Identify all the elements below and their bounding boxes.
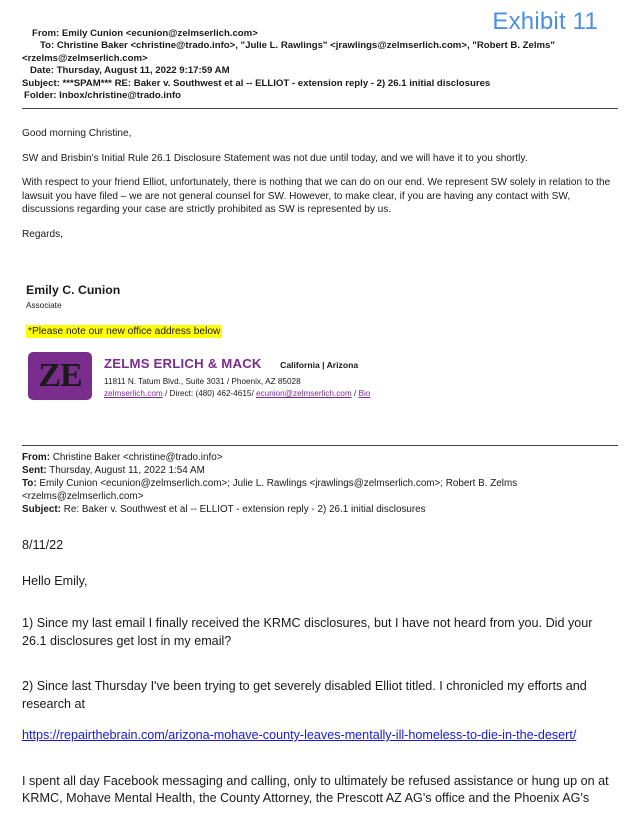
paragraph-elliot: With respect to your friend Elliot, unfortunately, there is nothing that we can do on our end. We represent SW solely in relation to the lawsuit you have filed – we are not general counsel for SW. However, to make clear, if you are having any contact with SW, discussions regarding your case are strictly prohibited as SW is represented by us. (22, 177, 611, 216)
closing: Regards, (22, 228, 63, 240)
email-header (22, 28, 612, 102)
firm-links (104, 389, 524, 398)
header-date: Date: Thursday, August 11, 2022 9:17:59 AM (30, 65, 230, 77)
quoted-item-2: 2) Since last Thursday I've been trying to get severely disabled Elliot titled. I chronicled my efforts and research at (22, 679, 587, 711)
article-link (22, 727, 618, 745)
header-to: To: Christine Baker <christine@trado.info>, "Julie L. Rawlings" <jrawlings@zelmserlich.com>, "Robert B. Zelms" (40, 40, 555, 52)
signature-title: Associate (26, 301, 62, 310)
firm-info (104, 355, 524, 398)
signature-name: Emily C. Cunion (26, 283, 121, 297)
quote-divider (22, 445, 618, 446)
quoted-subject: Subject: Re: Baker v. Southwest et al -- ELLIOT - extension reply - 2) 26.1 initial disclosures (22, 504, 426, 515)
website-link[interactable]: zelmserlich.com (104, 389, 163, 398)
signature-block (26, 283, 586, 310)
email-link[interactable]: ecunion@zelmserlich.com (256, 389, 352, 398)
logo-monogram: ZE (38, 357, 82, 394)
firm-name: ZELMS ERLICH & MACK (104, 356, 262, 371)
quoted-paragraph-end: I spent all day Facebook messaging and calling, only to ultimately be refused assistance or hung up on at KRMC, Mohave Mental Health, the County Attorney, the Prescott AZ AG's office and the Phoenix AG's (22, 773, 609, 805)
article-url[interactable]: https://repairthebrain.com/arizona-mohave-county-leaves-mentally-ill-homeless-to-die-in-the-desert/ (22, 728, 577, 742)
firm-states: California | Arizona (280, 360, 359, 370)
direct-phone: Direct: (480) 462-4615/ (169, 389, 256, 398)
header-to-continued: <rzelms@zelmserlich.com> (22, 52, 148, 64)
greeting: Good morning Christine, (22, 128, 132, 139)
firm-address: 11811 N. Tatum Blvd., Suite 3031 / Phoenix, AZ 85028 (104, 377, 301, 386)
quoted-date: 8/11/22 (22, 538, 64, 552)
link-separator: / (351, 389, 359, 398)
address-notice: *Please note our new office address below (28, 326, 221, 337)
header-from: From: Emily Cunion <ecunion@zelmserlich.com> (32, 28, 258, 39)
quoted-greeting: Hello Emily, (22, 573, 88, 588)
reply-body (22, 127, 618, 253)
link-separator: / (162, 389, 170, 398)
quoted-from: From: Christine Baker <christine@trado.info> (22, 452, 223, 463)
quoted-header (22, 451, 618, 516)
quoted-sent: Sent: Thursday, August 11, 2022 1:54 AM (22, 465, 205, 476)
quoted-body (22, 537, 618, 808)
firm-logo (28, 352, 92, 400)
paragraph-disclosure: SW and Brisbin’s Initial Rule 26.1 Disclosure Statement was not due until today, and we will have it to you shortly. (22, 152, 528, 164)
header-subject: Subject: ***SPAM*** RE: Baker v. Southwest et al -- ELLIOT - extension reply - 2) 26.1 initial disclosures (22, 77, 491, 89)
quoted-item-1: 1) Since my last email I finally received the KRMC disclosures, but I have not heard from you. Did your 26.1 disclosures get lost in my email? (22, 616, 593, 648)
bio-link[interactable]: Bio (358, 389, 371, 398)
header-divider (22, 108, 618, 109)
quoted-to: To: Emily Cunion <ecunion@zelmserlich.com>; Julie L. Rawlings <jrawlings@zelmserlich.com>; Robert B. Zelms <rzelms@zelmserlich.com> (22, 478, 518, 502)
exhibit-label: Exhibit 11 (492, 8, 598, 35)
header-folder: Folder: Inbox/christine@trado.info (24, 90, 181, 102)
